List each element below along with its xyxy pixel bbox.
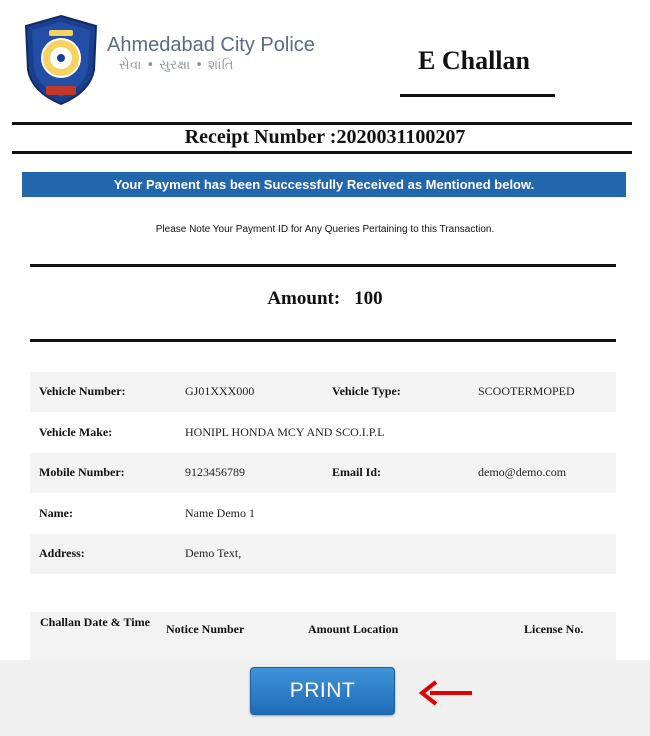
address-value: Demo Text,: [185, 546, 242, 560]
brand-name: Ahmedabad City Police: [107, 34, 315, 56]
divider: [12, 151, 632, 154]
detail-row: [30, 453, 616, 493]
vehicle-make-value: HONIPL HONDA MCY AND SCO.I.P.L: [185, 425, 385, 439]
mobile-number-label: Mobile Number:: [39, 465, 125, 479]
divider: [30, 264, 616, 267]
column-header: Notice Number: [166, 622, 245, 636]
divider: [30, 339, 616, 342]
divider: [12, 122, 632, 125]
detail-row: [30, 413, 616, 453]
vehicle-make-label: Vehicle Make:: [39, 425, 113, 439]
brand-tagline: સેવા • સુરક્ષા • શાંતિ: [119, 58, 234, 73]
print-button[interactable]: PRINT: [250, 667, 395, 715]
detail-row: [30, 534, 616, 574]
vehicle-number-label: Vehicle Number:: [39, 384, 126, 398]
amount-label: Amount:: [267, 288, 341, 309]
receipt-value: 2020031100207: [336, 126, 466, 148]
vehicle-number-value: GJ01XXX000: [185, 384, 255, 398]
column-header: License No.: [524, 622, 584, 636]
challan-table-header: [30, 612, 616, 660]
police-badge-logo: [22, 14, 100, 106]
detail-row: [30, 372, 616, 412]
title-underline: [400, 94, 555, 97]
detail-row: [30, 494, 616, 534]
name-value: Name Demo 1: [185, 506, 255, 520]
payment-note: Please Note Your Payment ID for Any Queries Pertaining to this Transaction.: [155, 224, 495, 235]
success-banner: Your Payment has been Successfully Received as Mentioned below.: [22, 172, 626, 197]
receipt-number: [0, 126, 650, 149]
column-header: Amount Location: [308, 622, 399, 636]
amount-line: [0, 288, 650, 310]
pointer-arrow-icon: [418, 678, 474, 708]
page-title: E Challan: [418, 46, 530, 75]
amount-value: 100: [354, 288, 383, 309]
email-value: demo@demo.com: [478, 465, 567, 479]
receipt-label: Receipt Number :: [184, 126, 337, 148]
name-label: Name:: [39, 506, 73, 520]
address-label: Address:: [39, 546, 85, 560]
vehicle-type-value: SCOOTERMOPED: [478, 384, 575, 398]
mobile-number-value: 9123456789: [185, 465, 245, 479]
column-header: Challan Date & Time: [40, 615, 150, 629]
vehicle-type-label: Vehicle Type:: [332, 384, 401, 398]
email-label: Email Id:: [332, 465, 382, 479]
